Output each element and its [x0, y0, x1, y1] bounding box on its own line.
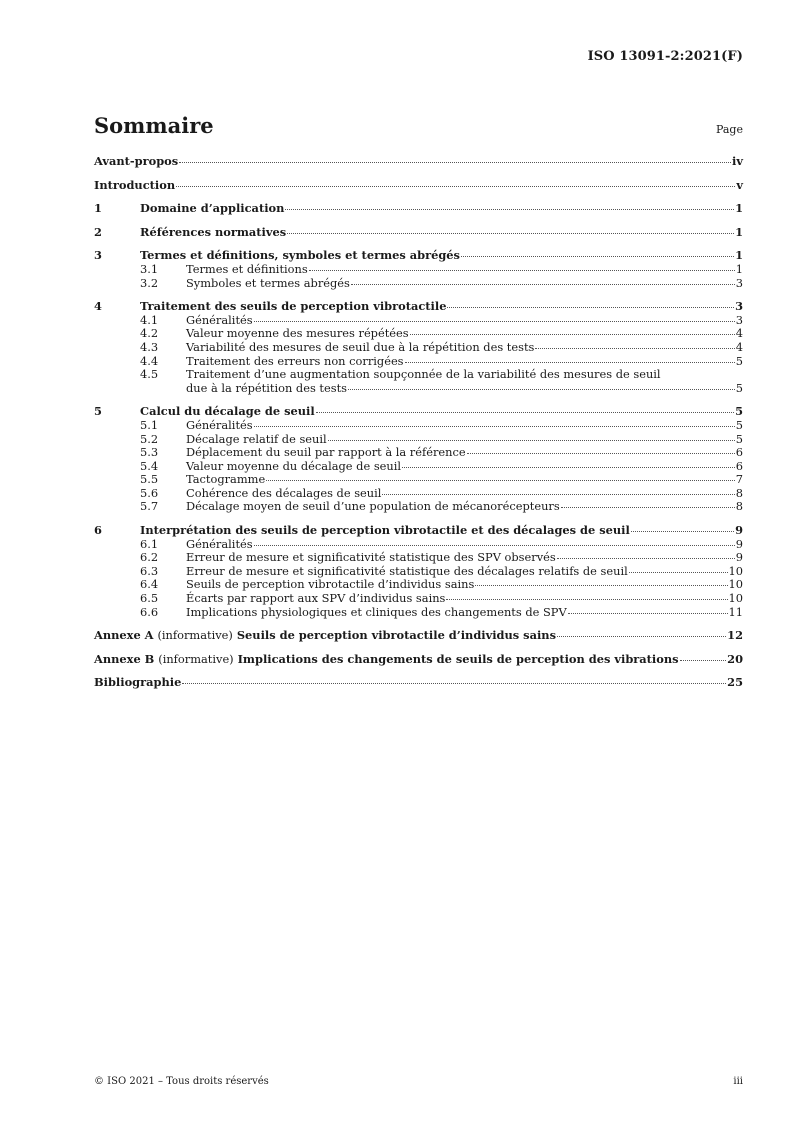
toc-subsection-4-1[interactable] [94, 314, 743, 328]
subsection-page: 9 [735, 550, 743, 565]
toc-subsection-4-2[interactable] [94, 327, 743, 341]
dot-leader [266, 480, 735, 481]
dot-leader [348, 389, 735, 390]
toc-section-3[interactable] [94, 249, 743, 263]
dot-leader [285, 209, 734, 210]
section-page: 1 [735, 224, 743, 239]
section-page: 3 [735, 299, 743, 314]
subsection-title: Termes et définitions [186, 261, 308, 276]
subsection-page: 10 [728, 577, 743, 592]
dot-leader [328, 440, 735, 441]
toc-section-1[interactable] [94, 202, 743, 216]
dot-leader [535, 348, 734, 349]
dot-leader [568, 613, 728, 614]
subsection-page: 5 [735, 417, 743, 432]
toc-subsection-4-5[interactable] [94, 368, 743, 395]
subsection-title: Variabilité des mesures de seuil due à la répétition des tests [186, 339, 535, 354]
toc-subsection-4-3[interactable] [94, 341, 743, 355]
subsection-page: 10 [728, 563, 743, 578]
dot-leader [410, 334, 735, 335]
toc-subsection-6-3[interactable] [94, 565, 743, 579]
toc-subsection-5-1[interactable] [94, 419, 743, 433]
dot-leader [182, 683, 726, 684]
dot-leader [561, 507, 735, 508]
section-number: 2 [94, 224, 102, 239]
subsection-title: Généralités [186, 417, 253, 432]
section-title: Domaine d’application [140, 201, 285, 216]
subsection-number: 5.3 [140, 445, 159, 460]
toc-entry-page: v [736, 177, 743, 192]
dot-leader [382, 494, 734, 495]
dot-leader [254, 426, 735, 427]
subsection-page: 3 [735, 312, 743, 327]
section-title: Interprétation des seuils de perception vibrotactile et des décalages de seuil [140, 523, 630, 538]
page-number: iii [733, 1076, 743, 1087]
subsection-title: Implications physiologiques et cliniques des changements de SPV [186, 604, 567, 619]
subsection-number: 4.3 [140, 339, 159, 354]
subsection-page: 8 [735, 499, 743, 514]
subsection-page: 11 [728, 604, 743, 619]
subsection-page: 5 [735, 380, 743, 395]
subsection-page: 6 [735, 445, 743, 460]
subsection-number: 5.6 [140, 485, 159, 500]
subsection-title: Tactogramme [186, 472, 266, 487]
dot-leader [461, 256, 734, 257]
section-title: Calcul du décalage de seuil [140, 404, 315, 419]
subsection-number: 5.7 [140, 499, 159, 514]
toc-entry-title: Bibliographie [94, 675, 182, 690]
subsection-number: 6.6 [140, 604, 159, 619]
toc-subsection-5-5[interactable] [94, 473, 743, 487]
toc-title: Sommaire [94, 113, 214, 138]
dot-leader [446, 599, 727, 600]
subsection-number: 5.4 [140, 458, 159, 473]
subsection-page: 4 [735, 326, 743, 341]
dot-leader [351, 284, 735, 285]
annex-prefix: Annexe A [94, 628, 154, 643]
subsection-page: 1 [735, 261, 743, 276]
annex-title [94, 629, 556, 643]
subsection-title: Symboles et termes abrégés [186, 275, 350, 290]
toc-heading [94, 113, 743, 138]
subsection-title: Déplacement du seuil par rapport à la référence [186, 445, 466, 460]
dot-leader [629, 572, 728, 573]
standard-identifier: ISO 13091-2:2021(F) [587, 49, 743, 64]
subsection-title: Valeur moyenne des mesures répétées [186, 326, 409, 341]
subsection-number: 6.1 [140, 536, 159, 551]
dot-leader [557, 636, 726, 637]
subsection-number: 4.5 [140, 367, 159, 382]
subsection-number: 3.2 [140, 275, 159, 290]
subsection-number: 6.5 [140, 591, 159, 606]
dot-leader [475, 585, 727, 586]
subsection-number: 5.5 [140, 472, 159, 487]
annex-kind: (informative) [158, 651, 234, 666]
toc-subsection-5-4[interactable] [94, 460, 743, 474]
toc-annex-a[interactable] [94, 629, 743, 643]
section-number: 5 [94, 404, 102, 419]
copyright-notice: © ISO 2021 – Tous droits réservés [94, 1076, 269, 1087]
page-footer [94, 1076, 743, 1087]
dot-leader [467, 453, 735, 454]
section-number: 1 [94, 201, 102, 216]
dot-leader [402, 467, 735, 468]
toc-subsection-6-6[interactable] [94, 606, 743, 620]
toc-subsection-5-2[interactable] [94, 433, 743, 447]
annex-kind: (informative) [157, 628, 233, 643]
subsection-number: 4.4 [140, 353, 159, 368]
dot-leader [176, 186, 735, 187]
toc-entry-bibliographie[interactable] [94, 676, 743, 690]
section-number: 6 [94, 523, 102, 538]
toc-section-4[interactable] [94, 300, 743, 314]
subsection-page: 5 [735, 431, 743, 446]
dot-leader [287, 233, 734, 234]
subsection-page: 5 [735, 353, 743, 368]
subsection-page: 9 [735, 536, 743, 551]
dot-leader [316, 412, 734, 413]
toc-subsection-6-2[interactable] [94, 551, 743, 565]
subsection-title: Traitement des erreurs non corrigées [186, 353, 404, 368]
section-page: 1 [735, 201, 743, 216]
annex-page: 12 [727, 628, 743, 643]
section-number: 3 [94, 248, 102, 263]
annex-name: Seuils de perception vibrotactile d’individus sains [236, 628, 557, 643]
toc-entry-avant-propos[interactable] [94, 155, 743, 169]
section-title: Termes et définitions, symboles et termes abrégés [140, 248, 460, 263]
subsection-number: 5.1 [140, 417, 159, 432]
toc-annex-b[interactable] [94, 653, 743, 667]
section-title: Traitement des seuils de perception vibrotactile [140, 299, 447, 314]
toc-subsection-3-1[interactable] [94, 263, 743, 277]
subsection-number: 6.4 [140, 577, 159, 592]
toc-entry-title: Avant-propos [94, 154, 179, 168]
table-of-contents [94, 155, 743, 690]
dot-leader [405, 362, 735, 363]
subsection-title: Décalage relatif de seuil [186, 431, 327, 446]
subsection-title: Seuils de perception vibrotactile d’individus sains [186, 577, 475, 592]
subsection-page: 7 [735, 472, 743, 487]
toc-section-2[interactable] [94, 226, 743, 240]
dot-leader [631, 531, 734, 532]
toc-subsection-6-4[interactable] [94, 578, 743, 592]
subsection-title: Généralités [186, 312, 253, 327]
toc-subsection-4-4[interactable] [94, 355, 743, 369]
toc-entry-title: Introduction [94, 177, 176, 192]
dot-leader [254, 321, 735, 322]
subsection-page: 10 [728, 591, 743, 606]
toc-subsection-5-3[interactable] [94, 446, 743, 460]
subsection-page: 8 [735, 485, 743, 500]
dot-leader [680, 660, 727, 661]
subsection-title: Valeur moyenne du décalage de seuil [186, 458, 402, 473]
subsection-title: Écarts par rapport aux SPV d’individus sains [186, 591, 446, 606]
subsection-title: Cohérence des décalages de seuil [186, 485, 382, 500]
section-page: 5 [735, 404, 743, 419]
subsection-title: Généralités [186, 536, 253, 551]
section-number: 4 [94, 299, 102, 314]
subsection-number: 6.2 [140, 550, 159, 565]
subsection-page: 6 [735, 458, 743, 473]
dot-leader [557, 558, 735, 559]
toc-subsection-6-5[interactable] [94, 592, 743, 606]
subsection-title-line1: Traitement d’une augmentation soupçonnée de la variabilité des mesures de seuil [186, 367, 661, 382]
page-column-label: Page [715, 123, 743, 136]
section-page: 9 [735, 523, 743, 538]
subsection-title-line2: due à la répétition des tests [186, 380, 348, 395]
toc-entry-introduction[interactable] [94, 179, 743, 193]
subsection-page: 4 [735, 339, 743, 354]
section-title: Références normatives [140, 224, 287, 239]
subsection-title: Erreur de mesure et significativité statistique des SPV observés [186, 550, 556, 565]
toc-subsection-5-7[interactable] [94, 500, 743, 514]
subsection-page: 3 [735, 275, 743, 290]
annex-page: 20 [727, 651, 743, 666]
dot-leader [309, 270, 735, 271]
annex-prefix: Annexe B [94, 651, 155, 666]
dot-leader [179, 162, 731, 163]
section-page: 1 [735, 248, 743, 263]
annex-name: Implications des changements de seuils de perception des vibrations [237, 651, 679, 666]
subsection-number: 3.1 [140, 261, 159, 276]
subsection-number: 4.1 [140, 312, 159, 327]
toc-subsection-6-1[interactable] [94, 538, 743, 552]
toc-section-6[interactable] [94, 524, 743, 538]
dot-leader [254, 545, 735, 546]
toc-entry-page: 25 [727, 675, 743, 690]
toc-subsection-3-2[interactable] [94, 277, 743, 291]
toc-section-5[interactable] [94, 405, 743, 419]
toc-entry-page: iv [732, 154, 743, 168]
annex-title [94, 653, 679, 667]
subsection-title: Décalage moyen de seuil d’une population de mécanorécepteurs [186, 499, 560, 514]
dot-leader [447, 307, 734, 308]
toc-subsection-5-6[interactable] [94, 487, 743, 501]
subsection-title: Erreur de mesure et significativité statistique des décalages relatifs de seuil [186, 563, 628, 578]
subsection-number: 5.2 [140, 431, 159, 446]
subsection-number: 4.2 [140, 326, 159, 341]
subsection-number: 6.3 [140, 563, 159, 578]
